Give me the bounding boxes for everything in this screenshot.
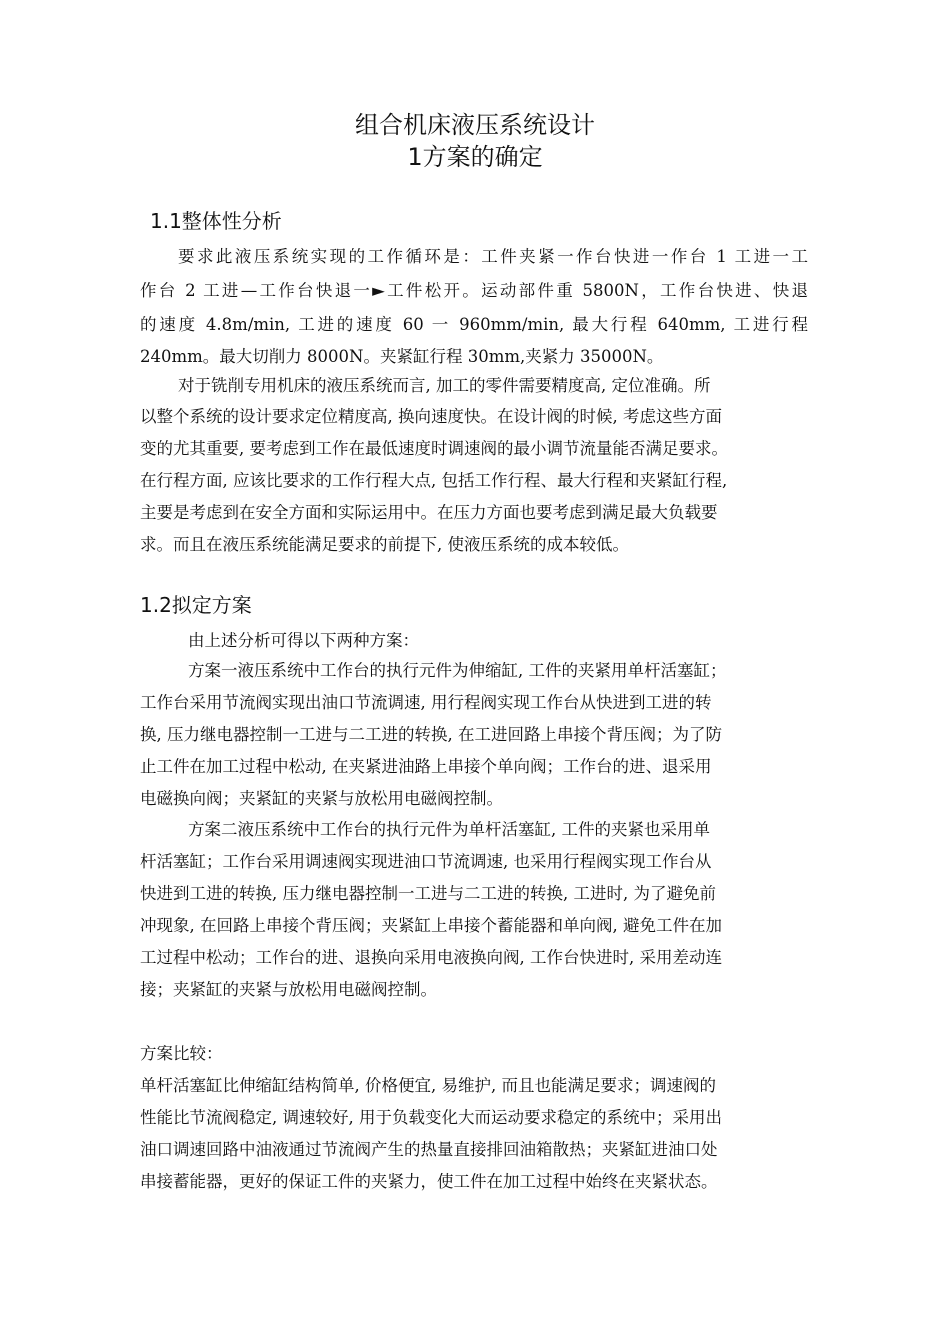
paragraph-line: 由上述分析可得以下两种方案： <box>188 631 419 650</box>
paragraph-line: 主要是考虑到在安全方面和实际运用中。在压力方面也要考虑到满足最大负载要 <box>140 503 718 522</box>
comparison-label: 方案比较： <box>140 1044 223 1063</box>
paragraph-line: 单杆活塞缸比伸缩缸结构简单, 价格便宜, 易维护, 而且也能满足要求；调速阀的 <box>140 1076 716 1095</box>
paragraph-line: 要求此液压系统实现的工作循环是：工件夹紧一作台快进一作台 1 工进一工 <box>178 247 808 266</box>
paragraph-line: 工作台采用节流阀实现出油口节流调速, 用行程阀实现工作台从快进到工进的转 <box>140 693 712 712</box>
paragraph-line: 240mm。最大切削力 8000N。夹紧缸行程 30mm,夹紧力 35000N。 <box>140 347 664 366</box>
paragraph-line: 接；夹紧缸的夹紧与放松用电磁阀控制。 <box>140 980 437 999</box>
document-title: 组合机床液压系统设计 <box>355 111 595 139</box>
paragraph-line: 电磁换向阀；夹紧缸的夹紧与放松用电磁阀控制。 <box>140 789 503 808</box>
paragraph-line: 性能比节流阀稳定, 调速较好, 用于负载变化大而运动要求稳定的系统中；采用出 <box>140 1108 722 1127</box>
section-heading-1-2: 1.2拟定方案 <box>140 593 252 617</box>
paragraph-line: 油口调速回路中油液通过节流阀产生的热量直接排回油箱散热；夹紧缸进油口处 <box>140 1140 718 1159</box>
paragraph-line: 在行程方面, 应该比要求的工作行程大点, 包括工作行程、最大行程和夹紧缸行程, <box>140 471 728 490</box>
paragraph-line: 方案一液压系统中工作台的执行元件为伸缩缸, 工件的夹紧用单杆活塞缸； <box>188 661 727 680</box>
paragraph-line: 对于铣削专用机床的液压系统而言, 加工的零件需要精度高, 定位准确。所 <box>178 376 711 395</box>
paragraph-line: 方案二液压系统中工作台的执行元件为单杆活塞缸, 工件的夹紧也采用单 <box>188 820 710 839</box>
paragraph-line: 冲现象, 在回路上串接个背压阀；夹紧缸上串接个蓄能器和单向阀, 避免工件在加 <box>140 916 722 935</box>
paragraph-line: 变的尤其重要, 要考虑到工作在最低速度时调速阀的最小调节流量能否满足要求。 <box>140 439 728 458</box>
paragraph-line: 快进到工进的转换, 压力继电器控制一工进与二工进的转换, 工进时, 为了避免前 <box>140 884 716 903</box>
paragraph-line: 以整个系统的设计要求定位精度高, 换向速度快。在设计阀的时候, 考虑这些方面 <box>140 407 722 426</box>
paragraph-line: 作台 2 工进—工作台快退一►工件松开。运动部件重 5800N，工作台快进、快退 <box>140 281 808 300</box>
paragraph-line: 串接蓄能器，更好的保证工件的夹紧力，使工件在加工过程中始终在夹紧状态。 <box>140 1172 718 1191</box>
section-heading-1-1: 1.1整体性分析 <box>150 209 282 233</box>
paragraph-line: 杆活塞缸；工作台采用调速阀实现进油口节流调速, 也采用行程阀实现工作台从 <box>140 852 712 871</box>
paragraph-line: 止工件在加工过程中松动, 在夹紧进油路上串接个单向阀；工作台的进、退采用 <box>140 757 712 776</box>
paragraph-line: 的速度 4.8m/min, 工进的速度 60 一 960mm/min, 最大行程 640mm, 工进行程 <box>140 315 808 334</box>
chapter-title: 1方案的确定 <box>407 143 543 171</box>
paragraph-line: 求。而且在液压系统能满足要求的前提下, 使液压系统的成本较低。 <box>140 535 629 554</box>
paragraph-line: 工过程中松动；工作台的进、退换向采用电液换向阀, 工作台快进时, 采用差动连 <box>140 948 722 967</box>
paragraph-line: 换, 压力继电器控制一工进与二工进的转换, 在工进回路上串接个背压阀；为了防 <box>140 725 722 744</box>
